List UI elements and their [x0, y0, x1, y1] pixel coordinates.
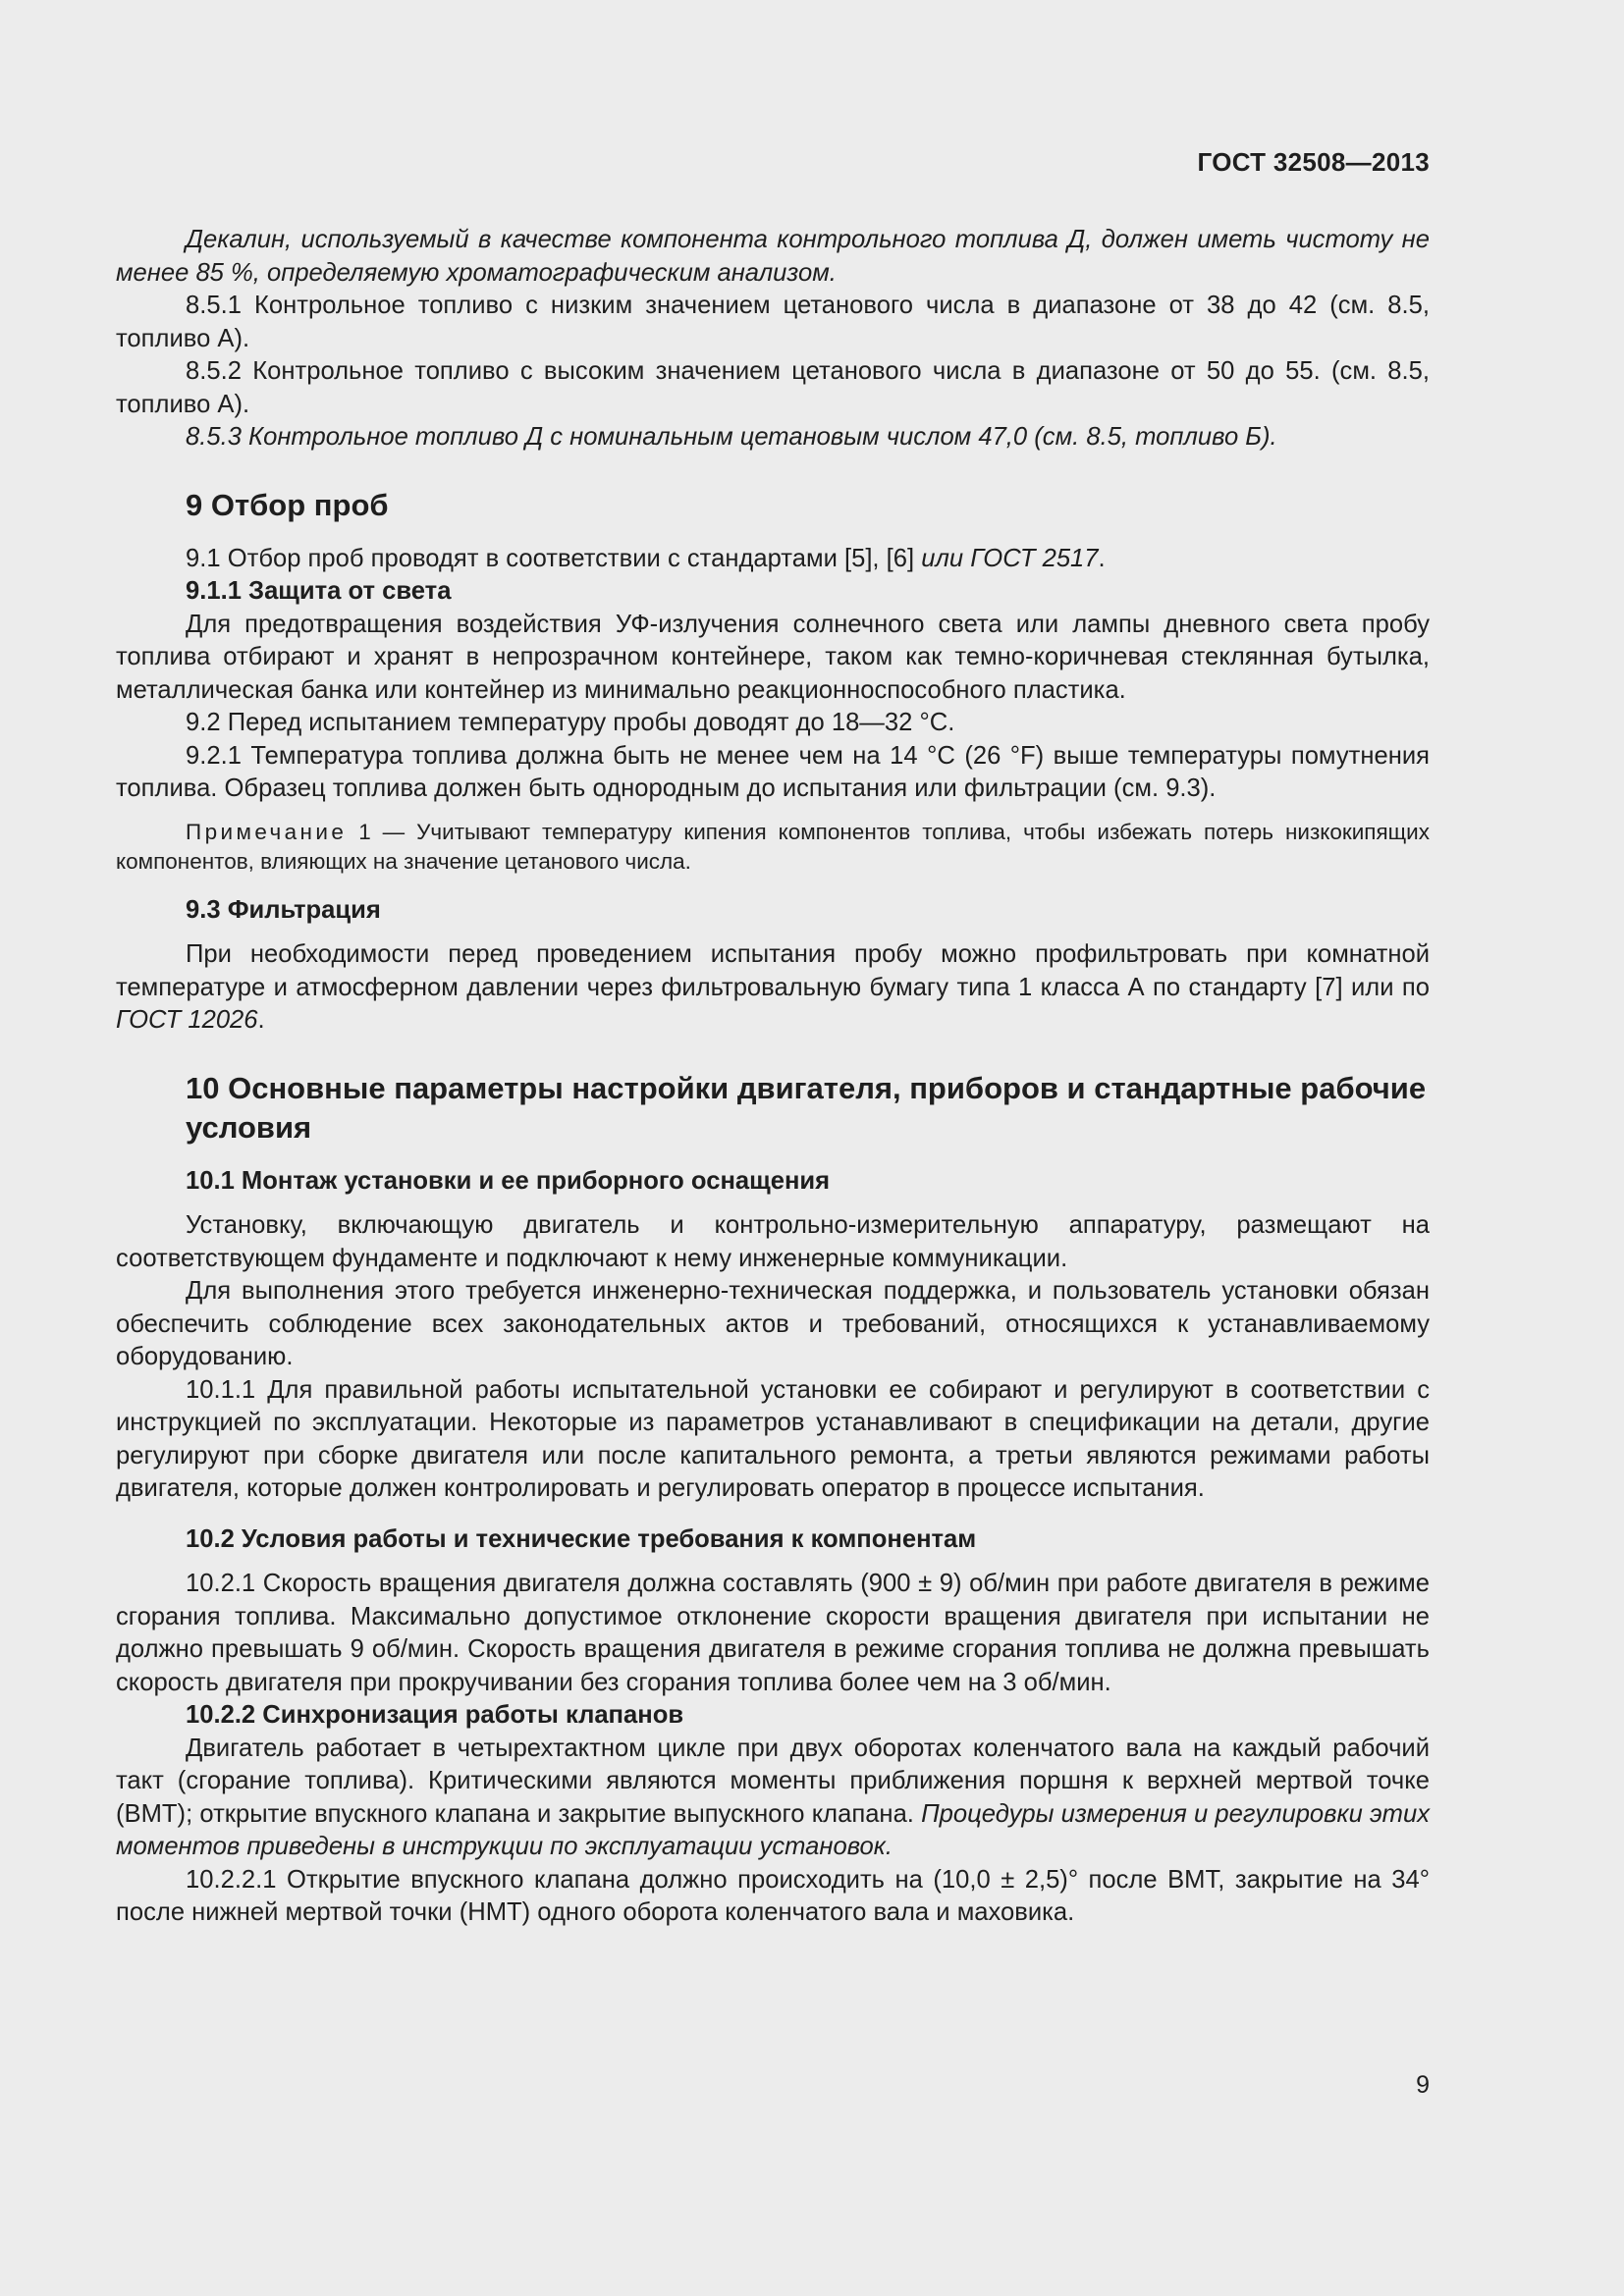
section-10-title: 10 Основные параметры настройки двигателя, приборов и стандартные рабочие условия: [186, 1070, 1427, 1145]
paragraph-10-2-2-text: Двигатель работает в четырехтактном цикле при двух оборотах коленчатого вала на каждый рабочий такт (сгорание топлива). Критическими являются моменты приближения поршня к верхней мертвой точке (ВМТ); открытие впускного клапана и закрытие выпускного клапана.: [116, 1734, 1430, 1828]
page-content: [116, 224, 1430, 1930]
paragraph-10-2-2-italic: Процедуры измерения и регулировки этих моментов приведены в инструкции по эксплуатации установок.: [116, 1799, 1430, 1860]
paragraph-8-5-1: 8.5.1 Контрольное топливо с низким значением цетанового числа в диапазоне от 38 до 42 (см. 8.5, топливо А).: [116, 292, 1430, 352]
subsection-10-2-title: 10.2 Условия работы и технические требования к компонентам: [186, 1524, 977, 1553]
paragraph-decalin: Декалин, используемый в качестве компонента контрольного топлива Д, должен иметь чистоту не менее 85 %, определяемую хроматографическим анализом.: [116, 226, 1430, 287]
note-1: [116, 818, 1430, 877]
paragraph-10-1-a: Установку, включающую двигатель и контрольно-измерительную аппаратуру, размещают на соответствующем фундаменте и подключают к нему инженерные коммуникации.: [116, 1211, 1430, 1272]
paragraph-9-1-text: 9.1 Отбор проб проводят в соответствии с стандартами [5], [6]: [186, 544, 922, 572]
paragraph-9-3: [116, 938, 1430, 1038]
paragraph-9-1-end: .: [1098, 544, 1106, 572]
paragraph-10-2-1: 10.2.1 Скорость вращения двигателя должна составлять (900 ± 9) об/мин при работе двигателя в режиме сгорания топлива. Максимально допустимое отклонение скорости вращения двигателя при испытании не должно превышать 9 об/мин. Скорость вращения двигателя в режиме сгорания топлива не должна превышать скорость двигателя при прокручивании без сгорания топлива более чем на 3 об/мин.: [116, 1570, 1430, 1696]
paragraph-10-2-2: [116, 1733, 1430, 1864]
note-label: Примечание: [186, 819, 348, 844]
paragraph-8-5-3: 8.5.3 Контрольное топливо Д с номинальным цетановым числом 47,0 (см. 8.5, топливо Б).: [186, 423, 1277, 451]
paragraph-10-1-1: 10.1.1 Для правильной работы испытательной установки ее собирают и регулируют в соответствии с инструкцией по эксплуатации. Некоторые из параметров устанавливают в спецификации на детали, другие регулируют при сборке двигателя или после капитального ремонта, а третьи являются режимами работы двигателя, которые должен контролировать и регулировать оператор в процессе испытания.: [116, 1375, 1430, 1502]
paragraph-9-2: 9.2 Перед испытанием температуру пробы доводят до 18—32 °С.: [186, 709, 955, 736]
paragraph-8-5-2: 8.5.2 Контрольное топливо с высоким значением цетанового числа в диапазоне от 50 до 55. (см. 8.5, топливо А).: [116, 357, 1430, 418]
paragraph-9-3-text: При необходимости перед проведением испытания пробу можно профильтровать при комнатной температуре и атмосферном давлении через фильтровальную бумагу типа 1 класса А по стандарту [7] или по: [116, 940, 1430, 1001]
paragraph-9-1: [116, 543, 1430, 576]
section-9-title: 9 Отбор проб: [186, 487, 389, 522]
paragraph-9-3-end: .: [257, 1006, 265, 1034]
subsection-10-2-2-title: 10.2.2 Синхронизация работы клапанов: [186, 1701, 684, 1729]
page-number: 9: [1416, 2071, 1430, 2099]
paragraph-10-2-2-1: 10.2.2.1 Открытие впускного клапана должно происходить на (10,0 ± 2,5)° после ВМТ, закрытие на 34° после нижней мертвой точки (НМТ) одного оборота коленчатого вала и маховика.: [116, 1865, 1430, 1926]
note-text: 1 — Учитывают температуру кипения компонентов топлива, чтобы избежать потерь низкокипящих компонентов, влияющих на значение цетанового числа.: [116, 819, 1430, 874]
paragraph-9-2-1: 9.2.1 Температура топлива должна быть не менее чем на 14 °С (26 °F) выше температуры помутнения топлива. Образец топлива должен быть однородным до испытания или фильтрации (см. 9.3).: [116, 741, 1430, 802]
paragraph-9-1-gost-ref: или ГОСТ 2517: [921, 544, 1099, 572]
paragraph-10-1-b: Для выполнения этого требуется инженерно-техническая поддержка, и пользователь установки обязан обеспечить соблюдение всех законодательных актов и требований, относящихся к устанавливаемому оборудованию.: [116, 1277, 1430, 1370]
paragraph-9-1-1: Для предотвращения воздействия УФ-излучения солнечного света или лампы дневного света пробу топлива отбирают и хранят в непрозрачном контейнере, таком как темно-коричневая стеклянная бутылка, металлическая банка или контейнер из минимально реакционноспособного пластика.: [116, 610, 1430, 704]
subsection-9-3-title: 9.3 Фильтрация: [186, 895, 381, 924]
document-code: ГОСТ 32508—2013: [1197, 147, 1430, 177]
subsection-9-1-1-title: 9.1.1 Защита от света: [186, 577, 452, 605]
paragraph-9-3-gost-ref: ГОСТ 12026: [116, 1006, 258, 1034]
subsection-10-1-title: 10.1 Монтаж установки и ее приборного оснащения: [186, 1166, 831, 1195]
